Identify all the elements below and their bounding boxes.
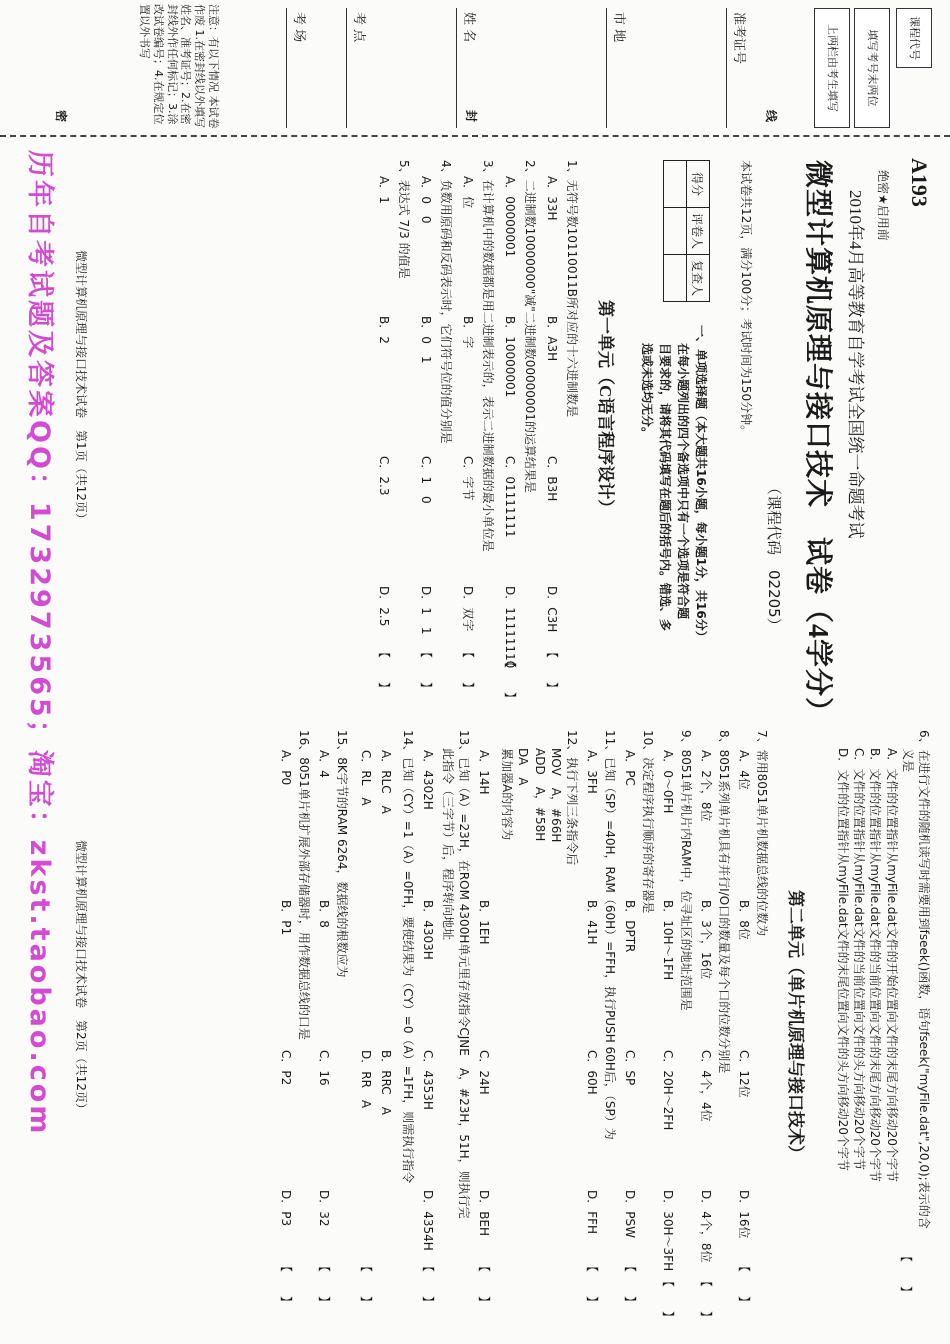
question-options — [500, 176, 518, 705]
option-a[interactable]: A．14H — [477, 750, 491, 795]
instr-line: 选或未选均无分。 — [640, 343, 654, 440]
question-number: 11、 — [603, 730, 617, 758]
option-a[interactable]: A．1 — [377, 176, 391, 204]
question-number: 9、 — [679, 730, 693, 750]
name-field[interactable]: 姓 名 — [456, 8, 480, 128]
option-b[interactable]: B．1EH — [477, 900, 491, 945]
option-d[interactable]: D．文件的位置指针从myFile.dat文件的末尾位置向文件的头方向移动20个字节 — [836, 748, 851, 1171]
option-c[interactable]: C．4个，4位 — [699, 1050, 713, 1122]
option-c[interactable]: C．2.3 — [377, 456, 391, 496]
option-b[interactable]: B．8位 — [737, 900, 751, 940]
exam-room-field[interactable]: 考 场 — [286, 8, 310, 128]
page-2 — [0, 730, 950, 1330]
unit-2-heading: 第二单元（单片机原理与接口技术） — [786, 890, 805, 1162]
exam-number-tail-box: 填写考号末两位 — [854, 8, 890, 128]
answer-bracket[interactable]: 【 】 — [623, 1260, 637, 1309]
option-d[interactable]: D．30H～3FH — [661, 1190, 675, 1272]
option-d[interactable]: D．RR A — [359, 1050, 373, 1109]
option-b[interactable]: B．字 — [461, 316, 475, 349]
option-c[interactable]: C．4353H — [421, 1050, 435, 1110]
option-a[interactable]: A．4 — [317, 750, 331, 778]
option-a[interactable]: A．位 — [461, 176, 475, 209]
score-cell[interactable] — [664, 161, 687, 208]
answer-bracket[interactable]: 【 】 — [699, 1275, 713, 1324]
question-number: 13、 — [457, 730, 471, 758]
reviewer-header: 复查人 — [687, 255, 710, 302]
answer-bracket[interactable]: 【 】 — [421, 1260, 435, 1309]
question-options — [276, 750, 294, 1330]
question-text: 8K字节的RAM 6264，数据线的根数应为 — [335, 757, 349, 978]
option-d[interactable]: D．C3H — [545, 586, 559, 633]
exam-heading: 2010年4月高等教育自学考试全国统一命题考试 — [846, 190, 865, 539]
city-field[interactable]: 市 地 — [606, 8, 630, 128]
question-8 — [699, 730, 732, 1330]
question-text: 二进制数10000000"减"二进制数00000001的运算结果是 — [523, 179, 537, 493]
question-number: 5、 — [397, 160, 411, 180]
option-b[interactable]: B．4303H — [421, 900, 435, 960]
answer-bracket[interactable]: 【 】 — [419, 646, 433, 695]
question-3 — [461, 160, 496, 700]
option-c[interactable]: C．B3H — [545, 456, 559, 502]
question-text: 负数用原码和反码表示时，它们符号位的值分别是 — [439, 179, 453, 444]
option-a[interactable]: A．文件的位置指针从myFile.dat文件的开始位置向文件的末尾方向移动20个字节 — [884, 748, 899, 1182]
option-a[interactable]: A．3FH — [585, 750, 599, 794]
answer-bracket[interactable]: 【 】 — [477, 1260, 491, 1309]
answer-bracket[interactable]: 【 】 — [545, 646, 559, 695]
instr-line: 目要求的，请将其代码填写在题后的括号内。错选、多 — [658, 343, 672, 632]
question-options — [458, 176, 476, 696]
seal-label-mi: 密 — [54, 110, 68, 123]
answer-bracket[interactable]: 【 】 — [503, 656, 517, 705]
option-b[interactable]: B．P1 — [279, 900, 293, 936]
question-6 — [835, 730, 932, 1330]
option-b[interactable]: B．8 — [317, 900, 331, 928]
option-c[interactable]: C．RL A — [359, 750, 373, 806]
score-table — [663, 160, 710, 302]
page-1-footer: 微型计算机原理与接口技术试卷 第1页（共12页） — [74, 250, 88, 525]
instr-line: 一、单项选择题（本大题共16小题，每小题1分，共16分） — [694, 325, 708, 643]
question-options — [696, 750, 714, 1330]
option-c[interactable]: C．60H — [585, 1050, 599, 1095]
binding-strip — [0, 0, 950, 137]
option-c[interactable]: C．SP — [623, 1050, 637, 1086]
option-b[interactable]: B．3个，16位 — [699, 900, 713, 980]
question-options — [418, 750, 436, 1330]
question-text: 常用8051单片机数据总线的位数为 — [755, 749, 769, 937]
option-b[interactable]: B．0 1 — [419, 316, 433, 364]
question-9 — [661, 730, 694, 1330]
option-c[interactable]: C．24H — [477, 1050, 491, 1095]
reviewer-cell[interactable] — [664, 255, 687, 302]
answer-bracket[interactable]: 【 】 — [461, 646, 475, 695]
answer-bracket[interactable]: 【 】 — [377, 646, 391, 695]
question-12 — [477, 730, 580, 1330]
grader-header: 评卷人 — [687, 208, 710, 255]
option-b[interactable]: B．文件的位置指针从myFile.dat文件的当前位置向文件的末尾方向移动20个字节 — [868, 748, 883, 1182]
question-text: 已知（CY）=1（A）=0FH，要使结果为（CY）=0（A）=1FH，则需执行指令 — [401, 757, 415, 1184]
question-options — [542, 176, 560, 696]
question-15 — [317, 730, 350, 1330]
answer-bracket[interactable]: 【 】 — [661, 1275, 675, 1324]
question-5 — [377, 160, 412, 700]
question-2 — [503, 160, 538, 705]
question-number: 14、 — [401, 730, 415, 758]
grader-cell[interactable] — [664, 208, 687, 255]
question-14 — [359, 730, 416, 1330]
score-header: 得分 — [687, 161, 710, 208]
code-line: MOV A，#66H — [548, 748, 563, 843]
seal-label-feng: 封 — [464, 110, 478, 123]
course-code-box: 课程代号 — [896, 8, 932, 68]
option-d[interactable]: D．11111110 — [503, 586, 517, 669]
question-options — [416, 176, 434, 696]
option-a[interactable]: A．RLC A — [379, 750, 393, 814]
answer-bracket[interactable]: 【 】 — [585, 1260, 599, 1309]
question-text: 8051系列单片机具有并行I/O口的数量及每个口的位数分别是 — [717, 749, 731, 1074]
option-d[interactable]: D．PSW — [623, 1190, 637, 1238]
question-text-cont: 此指令（三字节）后，程序转向地址 — [440, 748, 455, 941]
question-7 — [737, 730, 770, 1330]
seal-label-xian: 线 — [764, 110, 778, 123]
question-4 — [419, 160, 454, 700]
section-instructions — [638, 325, 710, 643]
question-text: 在计算机中的数据都是用二进制表示的，表示二进制数据的最小单位是 — [481, 179, 495, 552]
option-c[interactable]: C．字节 — [461, 456, 475, 501]
question-text: 8051单片机扩展外部存储器时，用作数据总线的口是 — [297, 757, 311, 1040]
option-c[interactable]: C．20H～2FH — [661, 1050, 675, 1131]
option-c[interactable]: C．16 — [317, 1050, 331, 1086]
option-b[interactable]: B．RRC A — [379, 1050, 393, 1115]
question-text-cont: 累加器A的内容为 — [500, 748, 515, 841]
binding-notice: 注意：有以下情况 本试卷作废 1.在密封线以外填写姓名、准考证号；2.在密封线外作任何标记；3.涂改试卷编号；4.在规定位置以外书写 — [138, 4, 220, 129]
question-number: 15、 — [335, 730, 349, 758]
option-d[interactable]: D．FFH — [585, 1190, 599, 1235]
question-options — [582, 750, 600, 1330]
option-b[interactable]: B．41H — [585, 900, 599, 945]
answer-bracket[interactable]: 【 】 — [359, 1260, 373, 1309]
question-text: 表达式 7/3 的值是 — [397, 179, 411, 279]
question-number: 7、 — [755, 730, 769, 750]
option-a[interactable]: A．P0 — [279, 750, 293, 786]
paper-code: A193 — [907, 158, 932, 207]
answer-bracket[interactable]: 【 】 — [899, 1250, 913, 1299]
option-b[interactable]: B．A3H — [545, 316, 559, 362]
question-text: 已知（SP）=40H，RAM（60H）=FFH，执行PUSH 60H后，（SP）为 — [603, 757, 617, 1140]
question-11 — [585, 730, 618, 1330]
option-d[interactable]: D．4个，8位 — [699, 1190, 713, 1263]
exam-info: 本试卷共12页，满分100分；考试时间为150分钟。 — [739, 160, 753, 438]
question-options — [354, 750, 394, 1330]
option-d[interactable]: D．BEH — [477, 1190, 491, 1237]
answer-bracket[interactable]: 【 】 — [279, 1260, 293, 1309]
question-number: 2、 — [523, 160, 537, 180]
question-number: 8、 — [717, 730, 731, 750]
question-number: 10、 — [641, 730, 655, 758]
option-b[interactable]: B．2 — [377, 316, 391, 344]
option-b[interactable]: B．10000001 — [503, 316, 517, 398]
question-options — [620, 750, 638, 1330]
option-d[interactable]: D．1 1 — [419, 586, 433, 635]
option-d[interactable]: D．4354H — [421, 1190, 435, 1251]
option-b[interactable]: B．DPTR — [623, 900, 637, 953]
option-d[interactable]: D．16位 — [737, 1190, 751, 1239]
option-c[interactable]: C．文件的位置指针从myFile.dat文件的当前位置向文件的头方向移动20个字节 — [852, 748, 867, 1171]
option-d[interactable]: D．2.5 — [377, 586, 391, 627]
question-number: 3、 — [481, 160, 495, 180]
answer-bracket[interactable]: 【 】 — [737, 1260, 751, 1309]
question-text: 无符号数10110011B所对应的十六进制数是 — [565, 179, 579, 417]
question-text: 在进行文件的随机读写时需要用到fseek()函数，语句fseek("myFile.dat",20,0);表示的含 — [917, 749, 931, 1229]
question-options — [474, 750, 492, 1330]
question-10 — [623, 730, 656, 1330]
option-a[interactable]: A．PC — [623, 750, 637, 786]
exam-id-field[interactable]: 准考证号 — [726, 8, 750, 128]
question-text: 已知（A）=23H，在ROM 4300H单元里存放指令CJNE A，#23H，51H，则执行完 — [457, 757, 471, 1219]
question-options — [374, 176, 392, 696]
option-a[interactable]: A．4位 — [737, 750, 751, 790]
question-16 — [279, 730, 312, 1330]
option-c[interactable]: C．12位 — [737, 1050, 751, 1098]
option-d[interactable]: D．P3 — [279, 1190, 293, 1227]
option-d[interactable]: D．32 — [317, 1190, 331, 1227]
page-2-footer: 微型计算机原理与接口技术试卷 第2页（共12页） — [74, 840, 88, 1115]
code-line: ADD A，#58H — [532, 748, 547, 842]
option-c[interactable]: C．P2 — [279, 1050, 293, 1086]
instr-line: 在每小题列出的四个备选项中只有一个选项是符合题 — [676, 343, 690, 620]
question-options — [658, 750, 676, 1330]
secret-stamp: 绝密★启用前 — [876, 170, 890, 241]
unit-1-heading: 第一单元（C语言程序设计） — [596, 300, 615, 517]
option-a[interactable]: A．00000001 — [503, 176, 517, 258]
question-number: 1、 — [565, 160, 579, 180]
option-a[interactable]: A．4302H — [421, 750, 435, 810]
option-b[interactable]: B．10H～1FH — [661, 900, 675, 981]
question-options — [314, 750, 332, 1330]
course-code: （课程代码 02205） — [765, 480, 783, 633]
question-options — [734, 750, 752, 1330]
candidate-fill-note: 上两栏由考生填写 — [814, 8, 850, 128]
code-line: DA A — [516, 748, 531, 786]
question-text: 8051单片机片内RAM中，位寻址区的地址范围是 — [679, 749, 693, 1011]
answer-bracket[interactable]: 【 】 — [317, 1260, 331, 1309]
option-a[interactable]: A．0 0 — [419, 176, 433, 224]
question-number: 4、 — [439, 160, 453, 180]
option-a[interactable]: A．0～0FH — [661, 750, 675, 814]
question-text-cont: 义是 — [900, 748, 915, 773]
option-d[interactable]: D．双字 — [461, 586, 475, 632]
question-1 — [545, 160, 580, 700]
watermark-banner: 历年自考试题及答案QQ：1732973565；淘宝：zkst.taobao.com — [24, 150, 55, 1137]
question-number: 6、 — [917, 730, 931, 750]
exam-title: 微型计算机原理与接口技术 试卷（4学分） — [802, 160, 833, 727]
option-c[interactable]: C．01111111 — [503, 456, 517, 538]
question-number: 16、 — [297, 730, 311, 758]
option-a[interactable]: A．33H — [545, 176, 559, 221]
exam-site-field[interactable]: 考 点 — [346, 8, 370, 128]
option-a[interactable]: A．2个，8位 — [699, 750, 713, 822]
option-c[interactable]: C．1 0 — [419, 456, 433, 504]
question-13 — [421, 730, 472, 1330]
question-text: 执行下列三条指令后 — [565, 757, 579, 866]
question-text: 决定程序执行顺序的寄存器是 — [641, 757, 655, 914]
question-number: 12、 — [565, 730, 579, 758]
